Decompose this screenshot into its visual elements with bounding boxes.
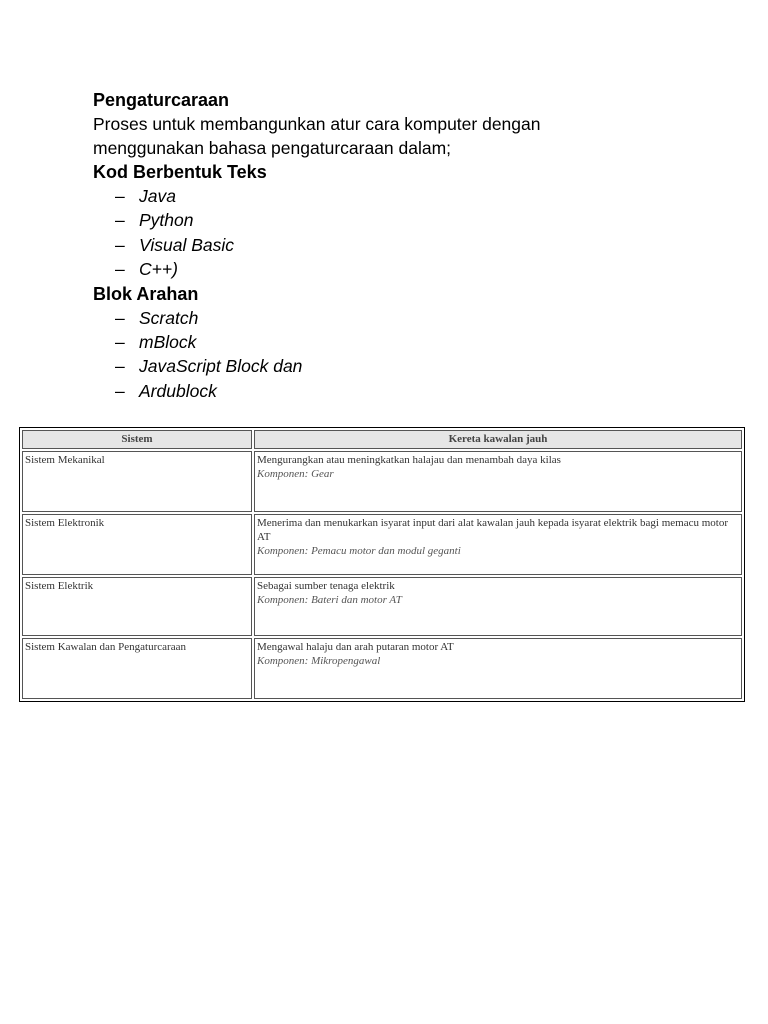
header-rc-car: Kereta kawalan jauh xyxy=(254,430,742,449)
description-text: Menerima dan menukarkan isyarat input dari alat kawalan jauh kepada isyarat elektrik bagi memacu motor AT xyxy=(257,517,728,543)
description-text: Mengawal halaju dan arah putaran motor AT xyxy=(257,641,454,653)
table-row xyxy=(22,514,742,575)
dash-bullet-icon: – xyxy=(115,356,125,377)
list-item: – C++) xyxy=(115,257,713,281)
component-text: Komponen: Mikropengawal xyxy=(257,655,381,667)
section-heading-text-code: Kod Berbentuk Teks xyxy=(93,162,267,182)
dash-bullet-icon: – xyxy=(115,259,125,280)
table-row xyxy=(22,638,742,699)
list-item: – Python xyxy=(115,208,713,232)
list-item: – Visual Basic xyxy=(115,233,713,257)
systems-table xyxy=(19,427,745,702)
list-item: – mBlock xyxy=(115,330,713,354)
dash-bullet-icon: – xyxy=(115,380,125,401)
list-item: – Java xyxy=(115,184,713,208)
description-cell xyxy=(254,577,742,636)
text-code-list xyxy=(93,184,713,282)
dash-bullet-icon: – xyxy=(115,234,125,255)
intro-line-1: Proses untuk membangunkan atur cara komputer dengan xyxy=(93,114,541,134)
component-text: Komponen: Gear xyxy=(257,468,334,480)
system-cell: Sistem Mekanikal xyxy=(22,451,252,512)
system-cell: Sistem Elektrik xyxy=(22,577,252,636)
table-row xyxy=(22,577,742,636)
document-content xyxy=(93,88,713,403)
description-cell xyxy=(254,451,742,512)
list-item: – Scratch xyxy=(115,306,713,330)
dash-bullet-icon: – xyxy=(115,307,125,328)
dash-bullet-icon: – xyxy=(115,186,125,206)
component-text: Komponen: Bateri dan motor AT xyxy=(257,594,402,606)
list-item: – JavaScript Block dan xyxy=(115,354,713,378)
system-cell: Sistem Elektronik xyxy=(22,514,252,575)
dash-bullet-icon: – xyxy=(115,332,125,353)
description-cell xyxy=(254,638,742,699)
component-text: Komponen: Pemacu motor dan modul geganti xyxy=(257,545,461,557)
page-title: Pengaturcaraan xyxy=(93,90,230,110)
description-text: Sebagai sumber tenaga elektrik xyxy=(257,580,395,592)
intro-line-2: menggunakan bahasa pengaturcaraan dalam; xyxy=(93,138,452,158)
system-cell: Sistem Kawalan dan Pengaturcaraan xyxy=(22,638,252,699)
header-system: Sistem xyxy=(22,430,252,449)
block-list xyxy=(93,306,713,404)
description-cell xyxy=(254,514,742,575)
description-text: Mengurangkan atau meningkatkan halajau dan menambah daya kilas xyxy=(257,454,561,466)
table-row xyxy=(22,451,742,512)
section-heading-block: Blok Arahan xyxy=(93,283,199,304)
list-item: – Ardublock xyxy=(115,379,713,403)
table-header-row xyxy=(22,430,742,449)
dash-bullet-icon: – xyxy=(115,210,125,231)
